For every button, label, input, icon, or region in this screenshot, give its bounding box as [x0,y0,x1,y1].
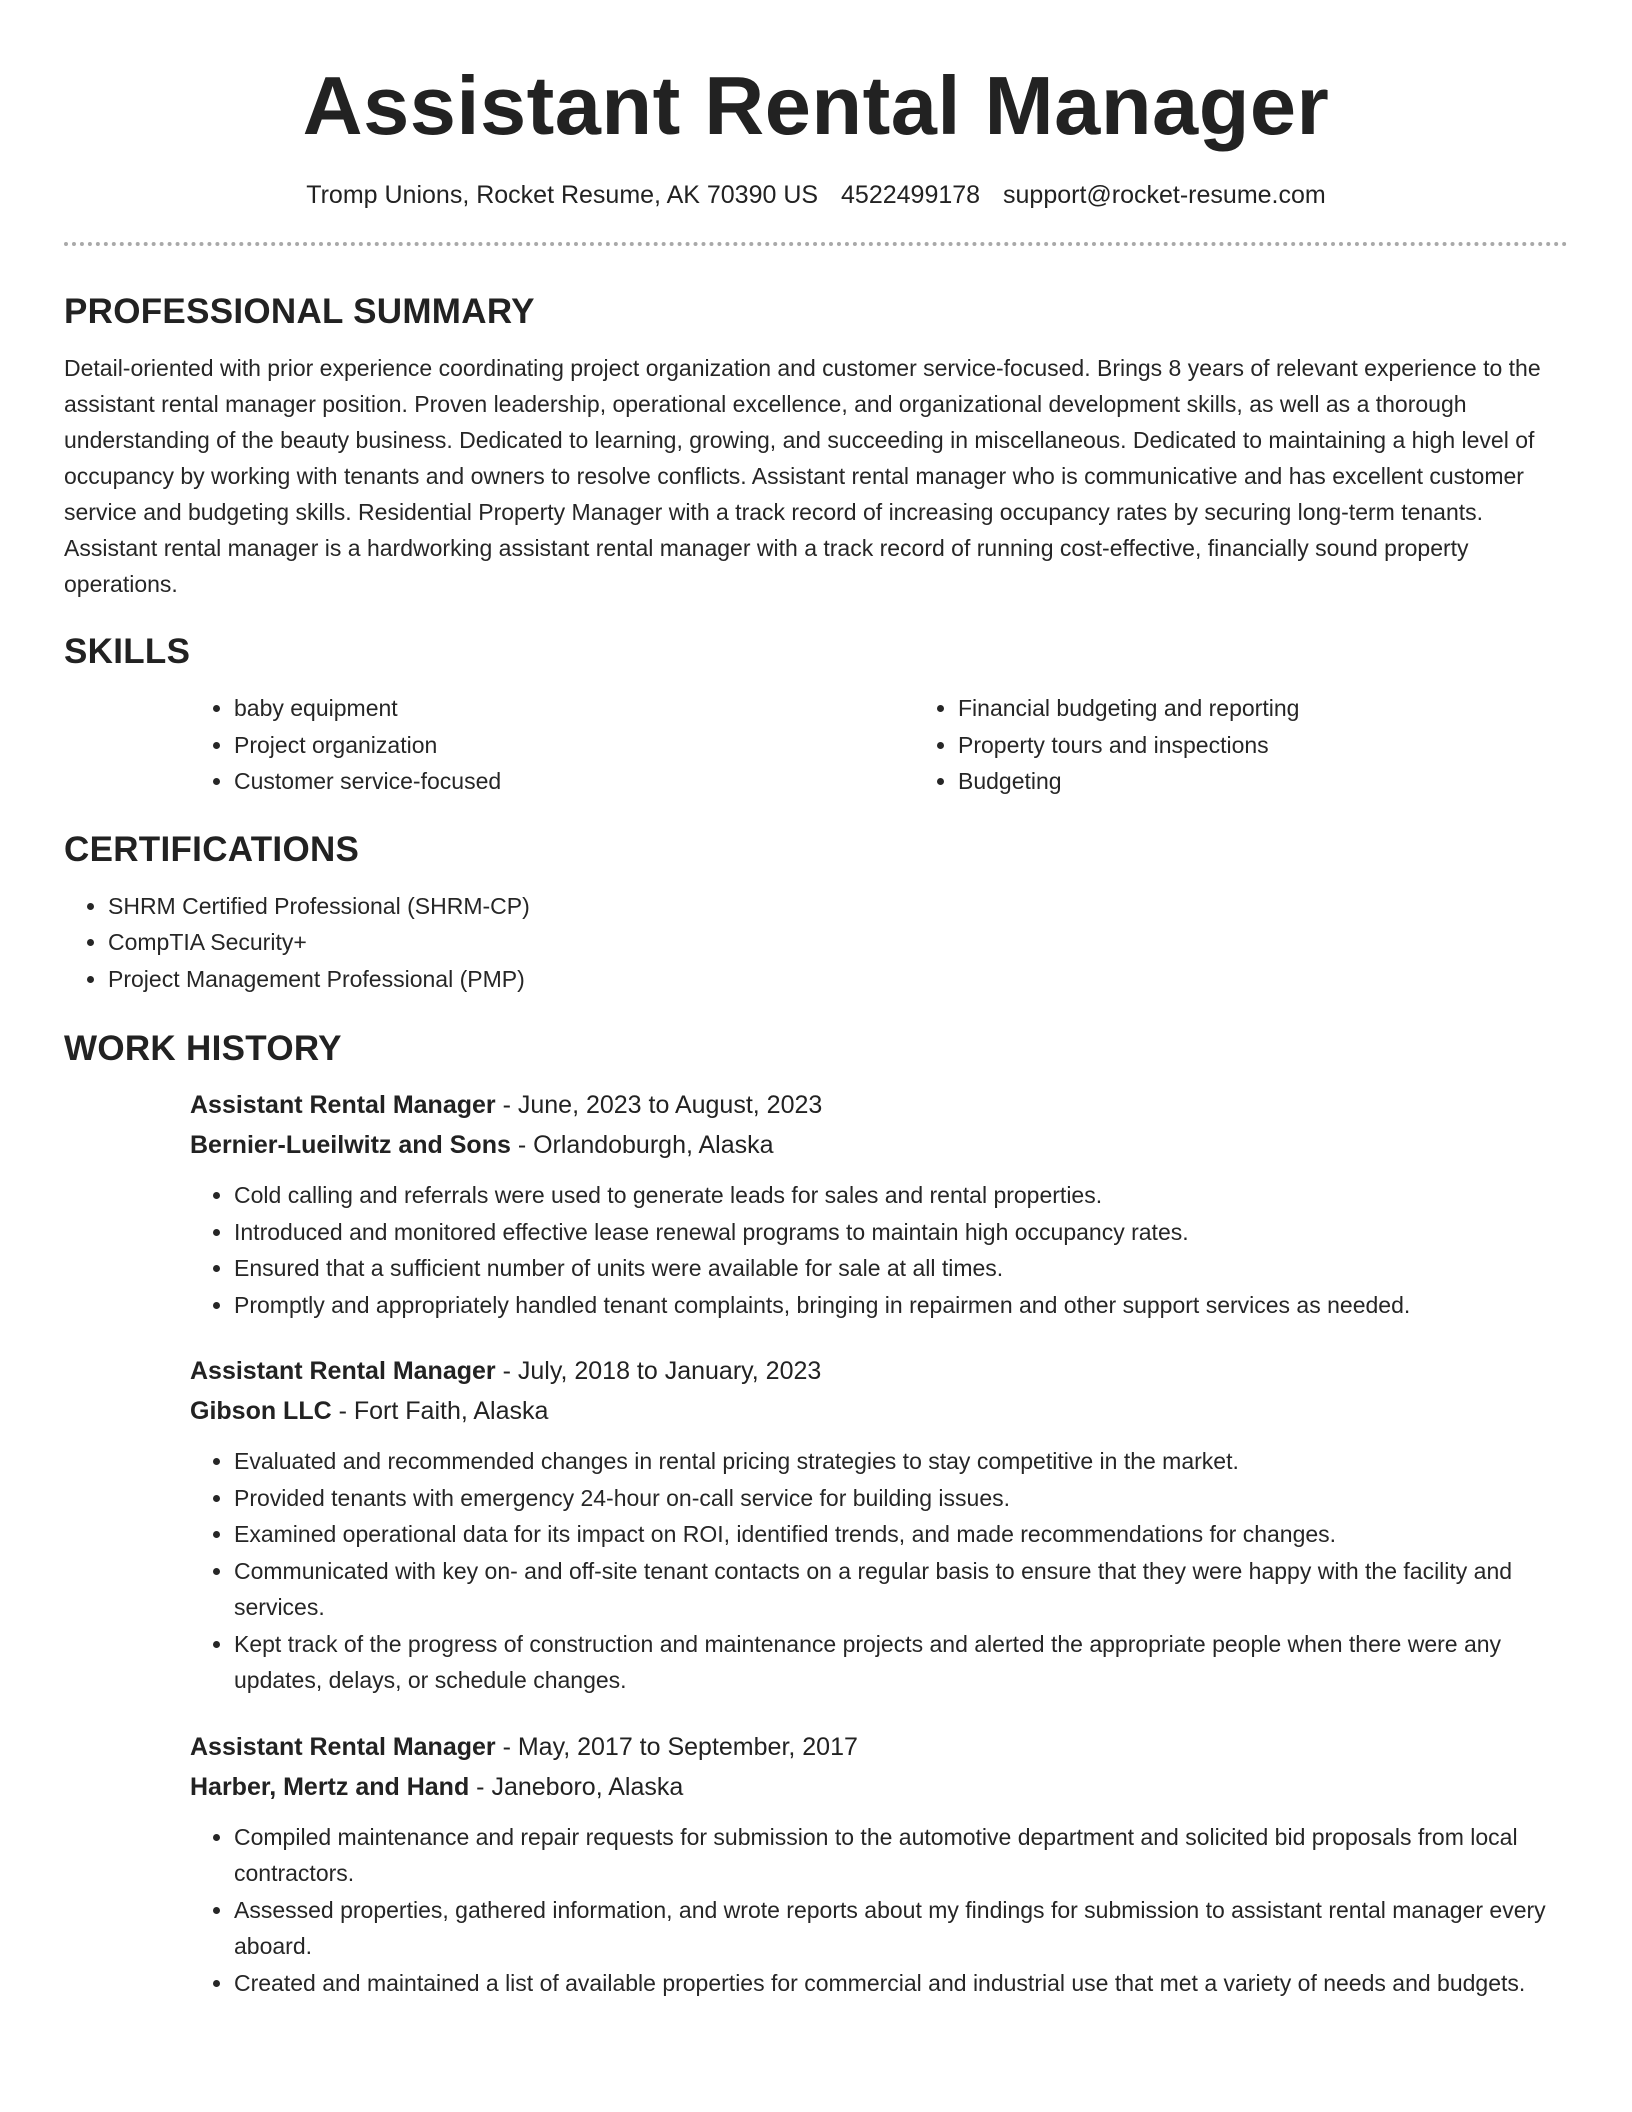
job-bullets [190,1443,1568,1699]
job-company-line [190,1391,1568,1431]
job-entry [190,1085,1568,1323]
skill-item: • Property tours and inspections [958,727,1632,764]
job-bullet: • Evaluated and recommended changes in rental pricing strategies to stay competitive in the market. [234,1443,1568,1480]
contact-address: Tromp Unions, Rocket Resume, AK 70390 US [306,181,819,209]
section-title-summary: PROFESSIONAL SUMMARY [64,292,535,331]
certification-item: • Project Management Professional (PMP) [108,961,1568,998]
certifications-list [64,888,1568,998]
section-title-work-history: WORK HISTORY [64,1029,342,1068]
job-bullet: • Introduced and monitored effective lease renewal programs to maintain high occupancy rates. [234,1214,1568,1251]
job-company: Harber, Mertz and Hand [190,1772,470,1801]
job-bullet: • Assessed properties, gathered information, and wrote reports about my findings for submission to assistant rental manager every aboard. [234,1892,1568,1965]
skill-item: • Financial budgeting and reporting [958,690,1632,727]
job-dates: - July, 2018 to January, 2023 [495,1357,822,1385]
contact-phone: 4522499178 [841,181,981,209]
section-title-skills: SKILLS [64,632,191,671]
job-bullets [190,1819,1568,2002]
job-bullets [190,1177,1568,1323]
job-bullet: • Cold calling and referrals were used to generate leads for sales and rental properties. [234,1177,1568,1214]
skill-item: • Budgeting [958,763,1632,800]
job-bullet: • Promptly and appropriately handled tenant complaints, bringing in repairmen and other support services as needed. [234,1287,1568,1324]
skill-item: • Customer service-focused [234,763,914,800]
job-bullet: • Kept track of the progress of construction and maintenance projects and alerted the appropriate people when there were any updates, delays, or schedule changes. [234,1626,1568,1699]
section-title-certifications: CERTIFICATIONS [64,829,360,869]
skills-column-right [914,690,1632,800]
job-title: Assistant Rental Manager [190,1732,496,1761]
job-company-line [190,1125,1568,1165]
contact-line [64,178,1568,212]
job-title-line [190,1085,1568,1125]
candidate-name: Assistant Rental Manager [302,59,1330,152]
resume-header [64,0,1568,212]
summary-text: Detail-oriented with prior experience coordinating project organization and customer service-focused. Brings 8 years of relevant experience to the assistant rental manager position. Proven leadership, operational excellence, and organizational development skills, as well as a thorough understanding of the beauty business. Dedicated to learning, growing, and succeeding in miscellaneous. Dedicated to maintaining a high level of occupancy by working with tenants and owners to resolve conflicts. Assistant rental manager who is communicative and has excellent customer service and budgeting skills. Residential Property Manager with a track record of increasing occupancy rates by securing long-term tenants. Assistant rental manager is a hardworking assistant rental manager with a track record of running cost-effective, financially sound property operations. [64,355,1541,597]
job-dates: - June, 2023 to August, 2023 [495,1091,823,1119]
job-location: - Orlandoburgh, Alaska [510,1131,774,1159]
job-company: Bernier-Lueilwitz and Sons [190,1131,511,1159]
job-bullet: • Compiled maintenance and repair requests for submission to the automotive department and solicited bid proposals from local contractors. [234,1819,1568,1892]
skills-list [190,690,1568,800]
job-title-line [190,1351,1568,1391]
job-dates: - May, 2017 to September, 2017 [495,1732,858,1761]
skill-item: • Project organization [234,727,914,764]
certification-item: • SHRM Certified Professional (SHRM-CP) [108,888,1568,925]
job-bullet: • Examined operational data for its impact on ROI, identified trends, and made recommendations for changes. [234,1516,1568,1553]
header-divider [64,242,1568,246]
job-bullet: • Communicated with key on- and off-site tenant contacts on a regular basis to ensure that they were happy with the facility and services. [234,1553,1568,1626]
job-company-line [190,1767,1568,1807]
job-company: Gibson LLC [190,1397,332,1425]
job-title-line [190,1727,1568,1767]
job-location: - Janeboro, Alaska [469,1772,684,1801]
job-location: - Fort Faith, Alaska [331,1397,549,1425]
skill-item: • baby equipment [234,690,914,727]
job-entry [190,1727,1568,2002]
job-bullet: • Ensured that a sufficient number of units were available for sale at all times. [234,1250,1568,1287]
job-bullet: • Provided tenants with emergency 24-hour on-call service for building issues. [234,1480,1568,1517]
contact-email: support@rocket-resume.com [1003,181,1326,209]
job-bullet: • Created and maintained a list of available properties for commercial and industrial use that met a variety of needs and budgets. [234,1965,1568,2002]
job-entry [190,1351,1568,1699]
skills-column-left [190,690,914,800]
job-title: Assistant Rental Manager [190,1091,496,1119]
job-title: Assistant Rental Manager [190,1357,496,1385]
certification-item: • CompTIA Security+ [108,924,1568,961]
